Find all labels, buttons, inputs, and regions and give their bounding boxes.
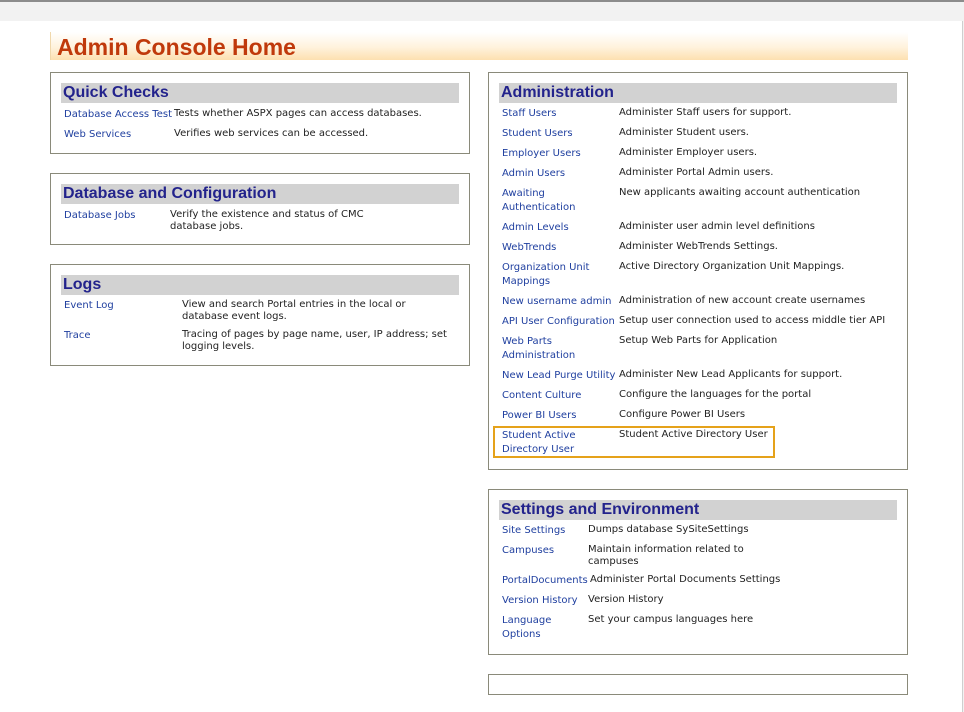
admin-desc-org-unit-mappings: Active Directory Organization Unit Mappings. <box>619 261 845 272</box>
settings-desc-campuses-line2: campuses <box>588 556 639 567</box>
administration-title: Administration <box>501 84 614 101</box>
database-config-header <box>61 184 459 204</box>
admin-link-content-culture[interactable]: Content Culture <box>502 390 582 401</box>
page-content <box>0 21 963 712</box>
admin-link-webtrends[interactable]: WebTrends <box>502 242 557 253</box>
admin-desc-web-parts-administration: Setup Web Parts for Application <box>619 335 778 346</box>
admin-desc-content-culture: Configure the languages for the portal <box>619 389 812 400</box>
logs-header <box>61 275 459 295</box>
admin-desc-webtrends: Administer WebTrends Settings. <box>619 241 778 252</box>
admin-desc-new-username-admin: Administration of new account create usernames <box>619 295 866 306</box>
admin-desc-student-active-directory-user: Student Active Directory User <box>619 429 768 440</box>
quick-checks-header <box>61 83 459 103</box>
admin-link-awaiting-authentication[interactable]: Awaiting <box>502 188 545 199</box>
admin-desc-admin-levels: Administer user admin level definitions <box>619 221 815 232</box>
admin-link-awaiting-authentication-line2[interactable]: Authentication <box>502 202 576 213</box>
admin-link-employer-users[interactable]: Employer Users <box>502 148 581 159</box>
administration-panel <box>488 72 908 470</box>
admin-desc-power-bi-users: Configure Power BI Users <box>619 409 746 420</box>
window-top-border <box>0 0 964 2</box>
admin-desc-staff-users: Administer Staff users for support. <box>619 107 792 118</box>
admin-link-staff-users[interactable]: Staff Users <box>502 108 557 119</box>
admin-desc-student-users: Administer Student users. <box>619 127 749 138</box>
database-access-test-desc: Tests whether ASPX pages can access databases. <box>174 108 422 119</box>
trace-link[interactable]: Trace <box>64 330 91 341</box>
settings-link-language-options[interactable]: Language <box>502 615 552 626</box>
admin-link-student-active-directory-user[interactable]: Student Active <box>502 430 576 441</box>
settings-desc-site-settings: Dumps database SySiteSettings <box>588 524 749 535</box>
event-log-link[interactable]: Event Log <box>64 300 114 311</box>
settings-link-portal-documents[interactable]: PortalDocuments <box>502 575 588 586</box>
admin-link-api-user-configuration[interactable]: API User Configuration <box>502 316 615 327</box>
trace-desc-line1: Tracing of pages by page name, user, IP address; set <box>182 329 447 340</box>
admin-link-org-unit-mappings[interactable]: Organization Unit <box>502 262 590 273</box>
trace-desc-line2: logging levels. <box>182 341 255 352</box>
admin-desc-awaiting-authentication: New applicants awaiting account authentication <box>619 187 861 198</box>
settings-desc-campuses-line1: Maintain information related to <box>588 544 744 555</box>
page-title: Admin Console Home <box>57 34 296 60</box>
admin-link-student-users[interactable]: Student Users <box>502 128 573 139</box>
admin-desc-employer-users: Administer Employer users. <box>619 147 758 158</box>
database-config-title: Database and Configuration <box>63 185 277 202</box>
logs-title: Logs <box>63 276 102 293</box>
admin-link-org-unit-mappings-line2[interactable]: Mappings <box>502 276 551 287</box>
settings-desc-version-history: Version History <box>588 594 664 605</box>
admin-link-admin-levels[interactable]: Admin Levels <box>502 222 569 233</box>
quick-checks-panel <box>50 72 470 154</box>
admin-link-web-parts-administration-line2[interactable]: Administration <box>502 350 576 361</box>
database-access-test-link[interactable]: Database Access Test <box>64 109 172 120</box>
event-log-desc-line1: View and search Portal entries in the local or <box>182 299 406 310</box>
admin-desc-admin-users: Administer Portal Admin users. <box>619 167 774 178</box>
admin-link-web-parts-administration[interactable]: Web Parts <box>502 336 552 347</box>
database-jobs-desc-line1: Verify the existence and status of CMC <box>170 209 364 220</box>
quick-checks-title: Quick Checks <box>63 84 169 101</box>
settings-link-version-history[interactable]: Version History <box>502 595 578 606</box>
database-jobs-desc-line2: database jobs. <box>170 221 244 232</box>
page-title-bar <box>50 32 908 60</box>
database-jobs-link[interactable]: Database Jobs <box>64 210 136 221</box>
settings-title: Settings and Environment <box>501 501 700 518</box>
event-log-desc-line2: database event logs. <box>182 311 287 322</box>
admin-link-new-lead-purge-utility[interactable]: New Lead Purge Utility <box>502 370 616 381</box>
web-services-link[interactable]: Web Services <box>64 129 132 140</box>
administration-header <box>499 83 897 103</box>
settings-panel <box>488 489 908 655</box>
settings-link-language-options-line2[interactable]: Options <box>502 629 541 640</box>
admin-link-power-bi-users[interactable]: Power BI Users <box>502 410 577 421</box>
settings-desc-language-options: Set your campus languages here <box>588 614 754 625</box>
empty-panel <box>488 674 908 695</box>
admin-link-new-username-admin[interactable]: New username admin <box>502 296 612 307</box>
admin-link-student-active-directory-user-line2[interactable]: Directory User <box>502 444 575 455</box>
admin-desc-api-user-configuration: Setup user connection used to access middle tier API <box>619 315 886 326</box>
database-config-panel <box>50 173 470 245</box>
settings-link-campuses[interactable]: Campuses <box>502 545 555 556</box>
admin-link-admin-users[interactable]: Admin Users <box>502 168 566 179</box>
settings-desc-portal-documents: Administer Portal Documents Settings <box>590 574 781 585</box>
web-services-desc: Verifies web services can be accessed. <box>174 128 369 139</box>
settings-header <box>499 500 897 520</box>
settings-link-site-settings[interactable]: Site Settings <box>502 525 566 536</box>
admin-desc-new-lead-purge-utility: Administer New Lead Applicants for support. <box>619 369 843 380</box>
logs-panel <box>50 264 470 366</box>
